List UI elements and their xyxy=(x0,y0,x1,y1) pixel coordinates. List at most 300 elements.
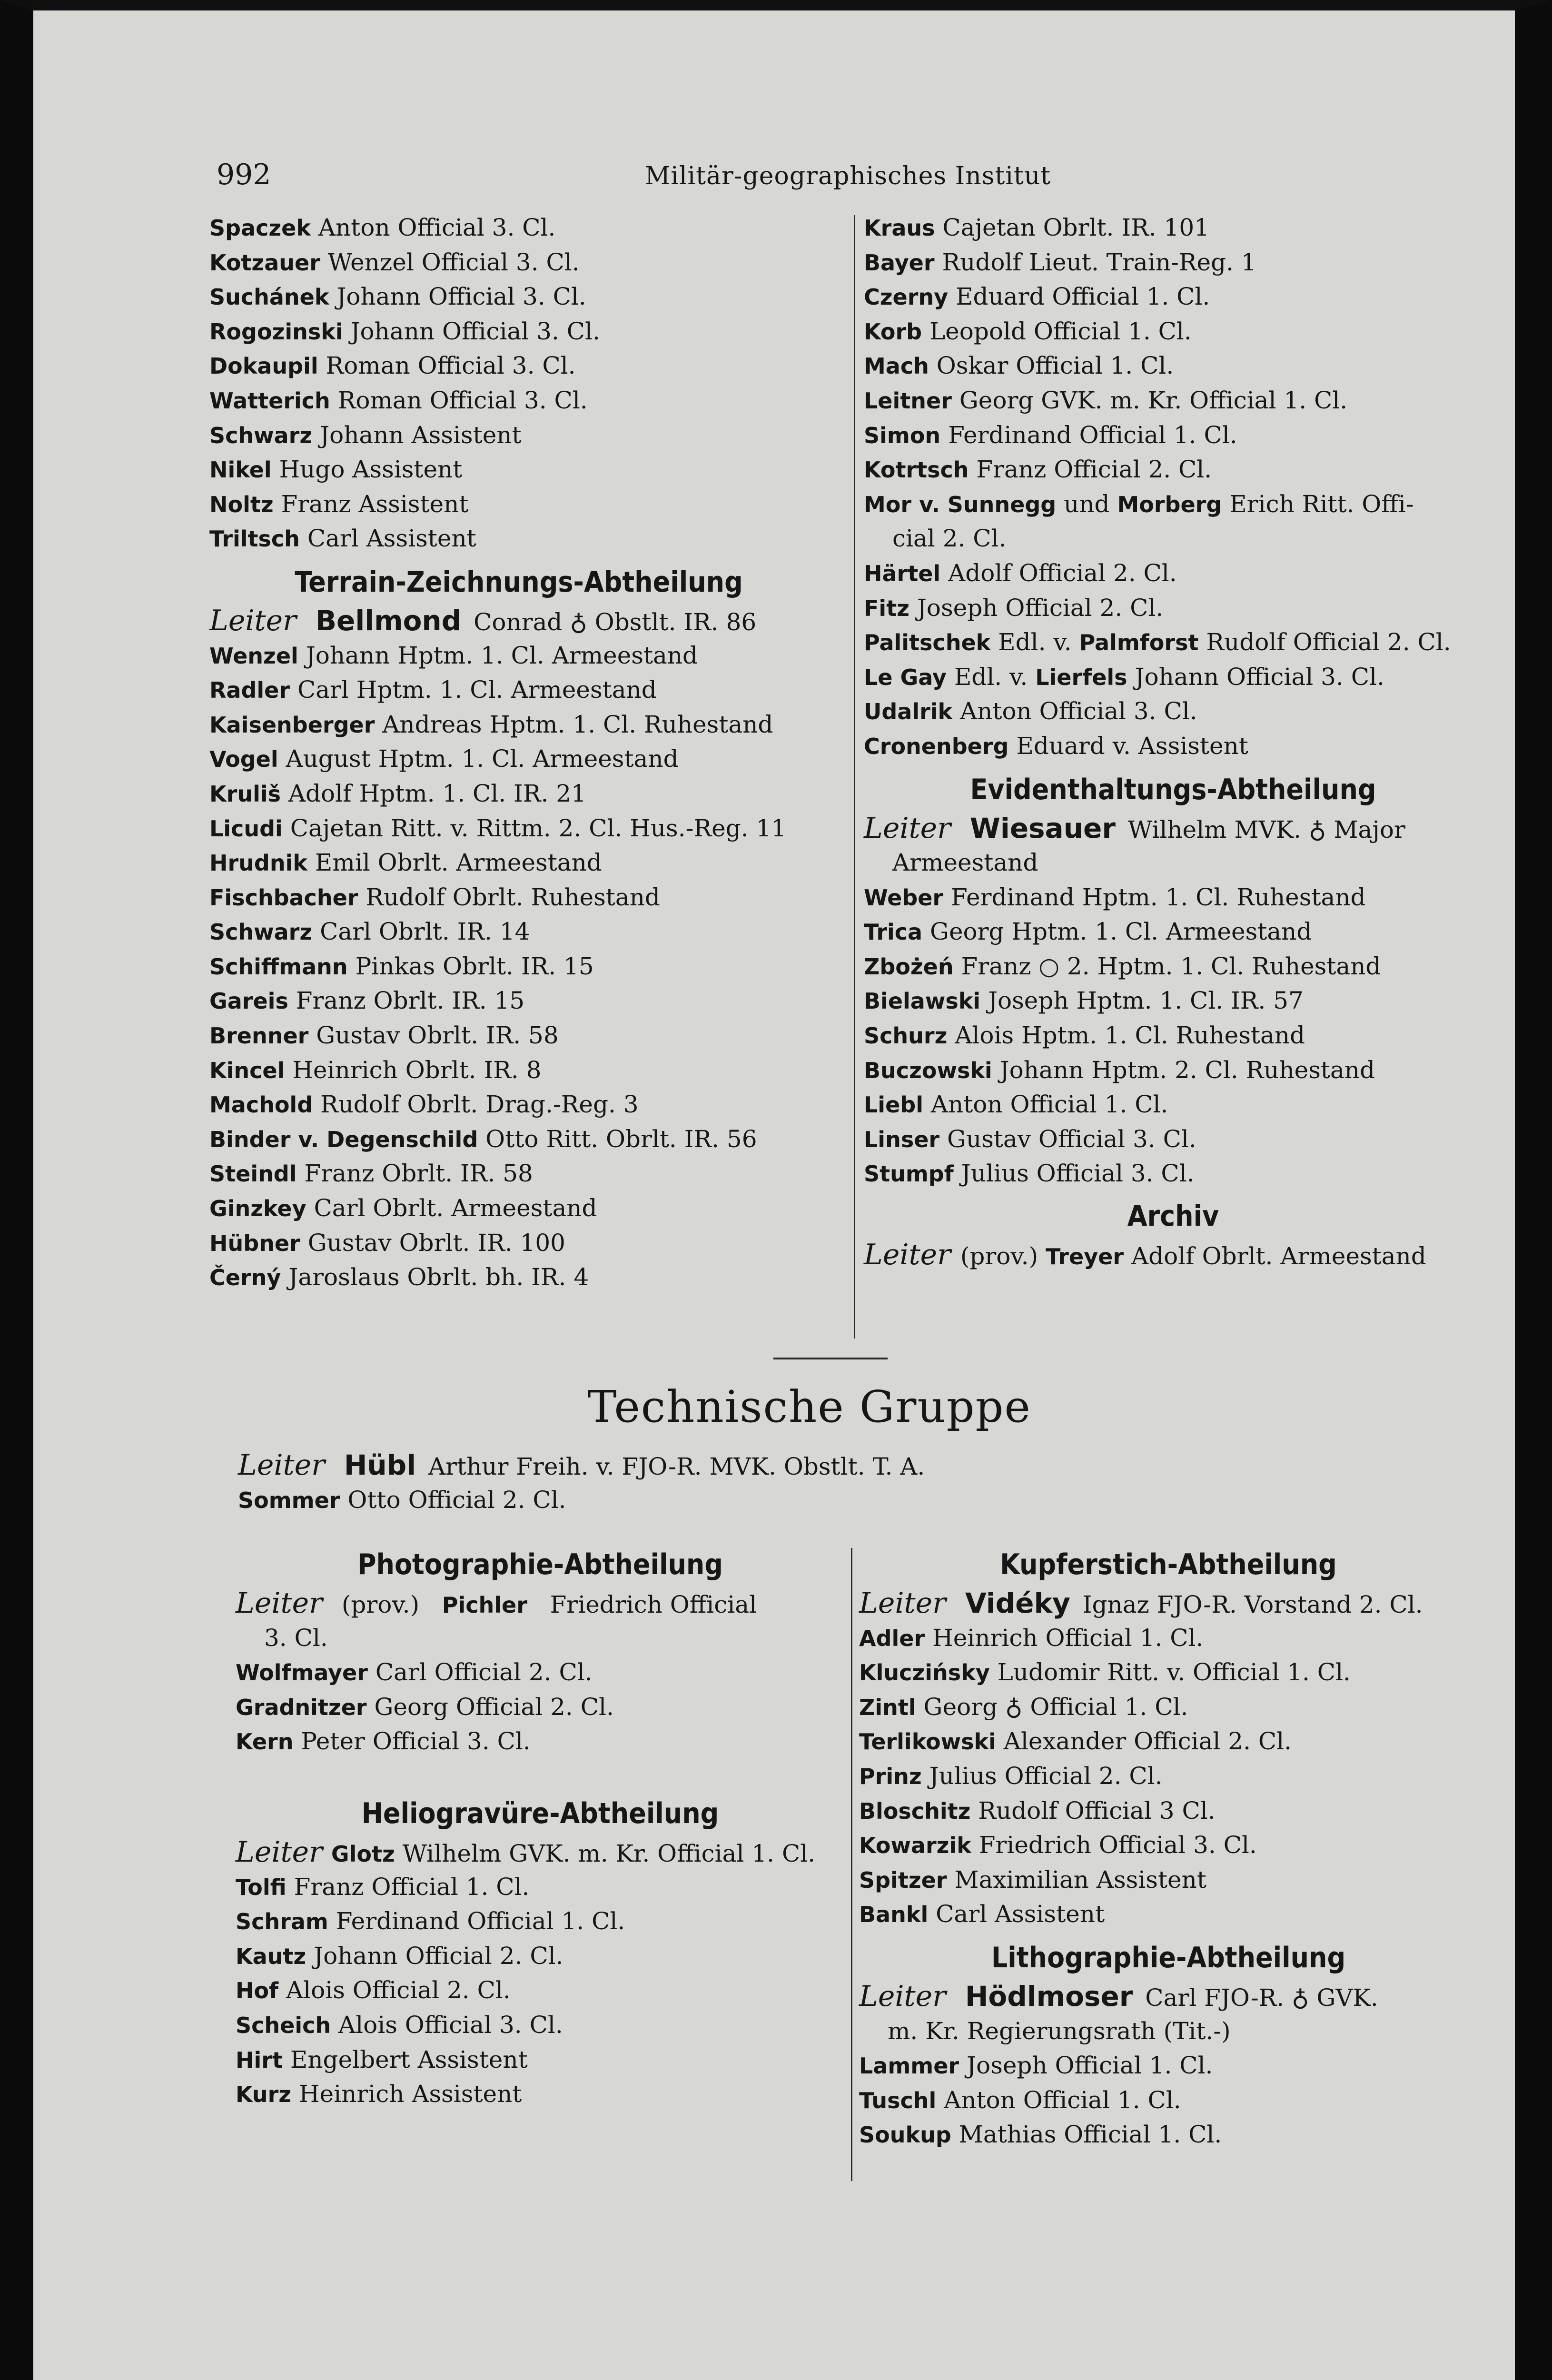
official-line xyxy=(864,694,1483,729)
details: Johann Official 3. Cl. xyxy=(350,317,600,345)
leiter-name: Hödlmoser xyxy=(965,1980,1133,2013)
details: Anton Official 3. Cl. xyxy=(318,214,556,241)
details: Alois Official 3. Cl. xyxy=(338,2011,563,2039)
details: Heinrich Official 1. Cl. xyxy=(932,1624,1204,1652)
details: Carl Assistent xyxy=(307,525,476,553)
surname: Suchánek xyxy=(209,284,329,310)
details: Anton Official 1. Cl. xyxy=(944,2086,1181,2114)
leiter-name: Vidéky xyxy=(965,1587,1070,1619)
details: Edl. v. xyxy=(954,663,1028,691)
technische-leiter-block xyxy=(238,1448,1475,1517)
details: Maximilian Assistent xyxy=(954,1865,1206,1894)
surname: Triltsch xyxy=(209,526,300,552)
official-line xyxy=(209,1191,828,1226)
official-line xyxy=(209,279,828,314)
page-number: 992 xyxy=(217,158,271,191)
leiter-name: Bellmond xyxy=(315,604,462,637)
details: Johann Hptm. 2. Cl. Ruhestand xyxy=(999,1056,1375,1084)
surname: Udalrik xyxy=(864,699,953,725)
surname: Kincel xyxy=(209,1057,285,1083)
details: Franz Obrlt. IR. 15 xyxy=(296,987,525,1015)
leiter-line-archiv xyxy=(864,1238,1483,1272)
right-column-top xyxy=(864,210,1483,1272)
details: Ferdinand Hptm. 1. Cl. Ruhestand xyxy=(951,883,1366,911)
surname: Bloschitz xyxy=(859,1798,971,1824)
details: Georg GVK. m. Kr. Official 1. Cl. xyxy=(959,386,1348,414)
surname: Kaisenberger xyxy=(209,712,375,738)
surname: Kowarzik xyxy=(859,1833,971,1859)
leiter-continuation: Armeestand xyxy=(892,849,1038,877)
details: Carl Official 2. Cl. xyxy=(375,1658,593,1686)
leiter-name: Wiesauer xyxy=(969,812,1116,844)
surname: Palmforst xyxy=(1079,630,1199,656)
official-line xyxy=(864,210,1483,245)
details: Anton Official 3. Cl. xyxy=(960,697,1197,725)
leiter-desc: Wilhelm GVK. m. Kr. Official 1. Cl. xyxy=(402,1839,816,1867)
official-line xyxy=(236,1870,845,1904)
surname: Spitzer xyxy=(859,1867,947,1893)
details: cial 2. Cl. xyxy=(892,525,1007,553)
official-list-kupferstich xyxy=(859,1621,1478,1932)
official-line xyxy=(209,418,828,453)
official-list-evidenz xyxy=(864,880,1483,1191)
leiter-desc: Carl FJO-R. ♁ GVK. xyxy=(1145,1983,1378,2012)
leiter-line-heliogravuere xyxy=(236,1835,845,1870)
surname: Kotzauer xyxy=(209,249,320,276)
surname: Schwarz xyxy=(209,919,313,945)
details: Carl Assistent xyxy=(936,1900,1105,1928)
official-line xyxy=(864,1053,1483,1088)
leiter-line-evidenz xyxy=(864,811,1483,846)
details: Engelbert Assistent xyxy=(290,2045,528,2073)
details: Adolf Official 2. Cl. xyxy=(948,559,1177,587)
surname: Dokaupil xyxy=(209,353,318,379)
details: Franz Official 1. Cl. xyxy=(294,1873,530,1901)
details: Heinrich Assistent xyxy=(298,2080,522,2108)
official-line xyxy=(859,1863,1478,1897)
official-line xyxy=(209,210,828,245)
surname: Wenzel xyxy=(209,643,298,669)
official-line xyxy=(209,245,828,280)
leiter-label: Leiter xyxy=(238,1448,325,1482)
surname: Linser xyxy=(864,1126,940,1152)
details: Roman Official 3. Cl. xyxy=(337,386,588,414)
details: Cajetan Obrlt. IR. 101 xyxy=(942,214,1209,241)
official-line xyxy=(236,1655,845,1690)
section-heading-evidenz: Evidenthaltungs-Abtheilung xyxy=(970,773,1376,806)
official-line xyxy=(864,348,1483,383)
surname: Zintl xyxy=(859,1694,916,1720)
surname: Noltz xyxy=(209,491,274,517)
official-line xyxy=(859,1794,1478,1828)
surname: Bielawski xyxy=(864,988,981,1014)
details: Eduard v. Assistent xyxy=(1016,732,1248,760)
leiter-label: Leiter xyxy=(859,1979,946,2013)
official-line xyxy=(864,729,1483,764)
details: Leopold Official 1. Cl. xyxy=(929,317,1192,345)
leiter-label: Leiter xyxy=(209,604,297,637)
surname: Lierfels xyxy=(1035,664,1127,690)
details: Eduard Official 1. Cl. xyxy=(956,283,1210,311)
official-line xyxy=(209,1260,828,1295)
official-line xyxy=(864,880,1483,915)
official-line xyxy=(864,1018,1483,1053)
details: Ludomir Ritt. v. Official 1. Cl. xyxy=(997,1658,1351,1686)
leiter-prov: (prov.) xyxy=(341,1591,420,1618)
leiter-label: Leiter xyxy=(236,1835,323,1869)
details: Friedrich Official 3. Cl. xyxy=(979,1831,1257,1859)
surname: Gradnitzer xyxy=(236,1694,367,1720)
details: Gustav Obrlt. IR. 100 xyxy=(307,1229,565,1257)
official-line xyxy=(859,1621,1478,1656)
details: Franz Assistent xyxy=(281,490,469,518)
official-line xyxy=(859,2083,1478,2118)
details: Andreas Hptm. 1. Cl. Ruhestand xyxy=(382,710,773,738)
details: Joseph Hptm. 1. Cl. IR. 57 xyxy=(988,987,1304,1015)
official-line xyxy=(864,487,1483,522)
leiter-desc: Arthur Freih. v. FJO-R. MVK. Obstlt. T. A. xyxy=(428,1453,925,1480)
official-line xyxy=(209,776,828,811)
details: Julius Official 3. Cl. xyxy=(961,1160,1195,1188)
details: Johann Official 3. Cl. xyxy=(1135,663,1384,691)
details: Oskar Official 1. Cl. xyxy=(936,352,1174,380)
official-line xyxy=(209,914,828,949)
official-line xyxy=(238,1483,1475,1517)
details: Rudolf Lieut. Train-Reg. 1 xyxy=(942,248,1256,276)
surname: Terlikowski xyxy=(859,1729,996,1755)
leiter-line-terrain xyxy=(209,604,828,638)
details: Ferdinand Official 1. Cl. xyxy=(336,1907,625,1935)
official-line xyxy=(236,1939,845,1973)
details: Julius Official 2. Cl. xyxy=(929,1762,1163,1790)
details: Johann Official 2. Cl. xyxy=(314,1942,563,1970)
surname: Machold xyxy=(209,1092,313,1118)
official-list-terrain xyxy=(209,638,828,1295)
surname: Prinz xyxy=(859,1763,922,1789)
official-line xyxy=(859,2117,1478,2152)
leiter-line-photographie xyxy=(236,1586,845,1621)
official-line xyxy=(864,245,1483,280)
details: Franz ○ 2. Hptm. 1. Cl. Ruhestand xyxy=(961,952,1381,980)
surname: Hübner xyxy=(209,1230,300,1256)
surname: Hof xyxy=(236,1978,279,2004)
details: Gustav Obrlt. IR. 58 xyxy=(316,1021,559,1050)
official-line xyxy=(864,1156,1483,1191)
official-list-lithographie xyxy=(859,2048,1478,2152)
official-line xyxy=(864,591,1483,625)
surname: Schram xyxy=(236,1909,328,1935)
section-heading-terrain: Terrain-Zeichnungs-Abtheilung xyxy=(295,565,743,599)
surname: Cronenberg xyxy=(864,733,1009,759)
surname: Nikel xyxy=(209,457,272,483)
official-line xyxy=(209,314,828,349)
details: Alois Hptm. 1. Cl. Ruhestand xyxy=(955,1021,1305,1050)
leiter-line-kupferstich xyxy=(859,1586,1478,1621)
details: Cajetan Ritt. v. Rittm. 2. Cl. Hus.-Reg. 11 xyxy=(290,814,787,842)
details: Johann Hptm. 1. Cl. Armeestand xyxy=(306,641,698,669)
official-line xyxy=(236,2008,845,2043)
details: Carl Obrlt. Armeestand xyxy=(314,1194,597,1222)
official-line xyxy=(209,1018,828,1053)
official-line xyxy=(209,383,828,418)
surname: Schiffmann xyxy=(209,953,348,980)
surname: Morberg xyxy=(1117,491,1222,517)
details: Pinkas Obrlt. IR. 15 xyxy=(355,952,594,980)
official-line xyxy=(209,1226,828,1260)
surname: Tolfi xyxy=(236,1874,287,1900)
surname: Schurz xyxy=(864,1023,948,1049)
details: Otto Official 2. Cl. xyxy=(347,1486,566,1514)
leiter-continuation: 3. Cl. xyxy=(264,1624,328,1652)
surname: Radler xyxy=(209,677,290,704)
leiter-name: Treyer xyxy=(1045,1244,1124,1270)
details: und xyxy=(1064,490,1110,518)
leiter-line-lithographie xyxy=(859,1979,1478,2014)
leiter-label: Leiter xyxy=(864,811,951,845)
surname: Soukup xyxy=(859,2122,951,2148)
official-line xyxy=(864,418,1483,453)
leiter-desc: Ignaz FJO-R. Vorstand 2. Cl. xyxy=(1082,1591,1423,1618)
official-line xyxy=(864,914,1483,949)
leiter-desc: Wilhelm MVK. ♁ Major xyxy=(1127,815,1405,843)
official-line xyxy=(236,1690,845,1725)
official-line xyxy=(859,1690,1478,1725)
surname: Zbożeń xyxy=(864,953,954,980)
official-line xyxy=(209,673,828,707)
section-rule xyxy=(773,1358,888,1359)
surname: Sommer xyxy=(238,1487,340,1513)
section-heading-heliogravuere: Heliogravüre-Abtheilung xyxy=(361,1796,719,1830)
surname: Binder v. Degenschild xyxy=(209,1126,478,1152)
leiter-label: Leiter xyxy=(859,1587,946,1620)
official-line xyxy=(209,707,828,742)
leiter-line-technische xyxy=(238,1448,1475,1483)
surname: Kraus xyxy=(864,215,935,241)
official-line xyxy=(209,845,828,880)
official-line xyxy=(864,1122,1483,1157)
details: Mathias Official 1. Cl. xyxy=(959,2121,1222,2149)
surname: Weber xyxy=(864,884,944,911)
official-line xyxy=(209,487,828,522)
official-line xyxy=(236,1724,845,1759)
official-line xyxy=(209,638,828,673)
leiter-label: Leiter xyxy=(864,1238,951,1272)
section-heading-lithographie: Lithographie-Abtheilung xyxy=(991,1941,1346,1974)
left-column-top xyxy=(209,210,828,1295)
details: Wenzel Official 3. Cl. xyxy=(327,248,580,276)
official-line xyxy=(864,949,1483,984)
details: Gustav Official 3. Cl. xyxy=(947,1125,1196,1153)
details: Hugo Assistent xyxy=(279,456,463,484)
official-line xyxy=(859,1897,1478,1932)
official-line xyxy=(209,949,828,984)
official-line xyxy=(209,1156,828,1191)
surname: Wolfmayer xyxy=(236,1660,368,1686)
surname: Bayer xyxy=(864,249,935,276)
left-column-bottom xyxy=(236,1543,845,2112)
official-line xyxy=(859,1655,1478,1690)
details: Erich Ritt. Offi- xyxy=(1229,490,1414,518)
details: August Hptm. 1. Cl. Armeestand xyxy=(286,745,679,773)
leiter-label: Leiter xyxy=(236,1587,323,1620)
official-line xyxy=(209,983,828,1018)
surname: Stumpf xyxy=(864,1161,954,1187)
running-title: Militär-geographisches Institut xyxy=(645,162,1051,190)
official-line xyxy=(209,452,828,487)
details: Alois Official 2. Cl. xyxy=(286,1976,511,2004)
official-line xyxy=(209,521,828,556)
details: Rudolf Official 3 Cl. xyxy=(978,1796,1216,1825)
surname: Kluczińsky xyxy=(859,1660,990,1686)
group-title-technische: Technische Gruppe xyxy=(587,1381,1031,1432)
details: Johann Assistent xyxy=(320,421,522,449)
surname: Gareis xyxy=(209,988,288,1014)
surname: Spaczek xyxy=(209,215,311,241)
surname: Kruliš xyxy=(209,781,281,807)
details: Rudolf Obrlt. Drag.-Reg. 3 xyxy=(320,1091,639,1119)
details: Carl Hptm. 1. Cl. Armeestand xyxy=(297,676,657,704)
leiter-continuation: m. Kr. Regierungsrath (Tit.-) xyxy=(888,2017,1231,2045)
official-line xyxy=(859,1828,1478,1863)
leiter-desc: Friedrich Official xyxy=(550,1591,757,1618)
details: Peter Official 3. Cl. xyxy=(301,1727,531,1755)
surname: Ginzkey xyxy=(209,1196,306,1222)
column-divider-bottom xyxy=(851,1548,852,2181)
details: Jaroslaus Obrlt. bh. IR. 4 xyxy=(288,1263,589,1291)
official-line xyxy=(209,1053,828,1088)
surname: Brenner xyxy=(209,1023,309,1049)
leiter-prov: (prov.) xyxy=(960,1242,1038,1270)
details: Franz Obrlt. IR. 58 xyxy=(304,1160,533,1188)
details: Heinrich Obrlt. IR. 8 xyxy=(292,1056,542,1084)
details: Johann Official 3. Cl. xyxy=(336,283,586,311)
surname: Korb xyxy=(864,318,922,345)
surname: Fitz xyxy=(864,595,909,621)
section-heading-kupferstich: Kupferstich-Abtheilung xyxy=(1000,1548,1337,1581)
surname: Trica xyxy=(864,919,923,945)
official-line xyxy=(209,1087,828,1122)
surname: Lammer xyxy=(859,2053,959,2079)
surname: Fischbacher xyxy=(209,884,358,911)
official-line xyxy=(864,279,1483,314)
surname: Simon xyxy=(864,422,941,448)
surname: Kern xyxy=(236,1729,294,1755)
details: Franz Official 2. Cl. xyxy=(976,456,1212,484)
surname: Adler xyxy=(859,1625,925,1651)
right-column-bottom xyxy=(859,1543,1478,2152)
details: Edl. v. xyxy=(998,628,1072,656)
surname: Czerny xyxy=(864,284,949,310)
official-line xyxy=(864,1087,1483,1122)
official-line xyxy=(864,983,1483,1018)
official-list-top-right xyxy=(864,210,1483,764)
official-line xyxy=(209,742,828,776)
surname: Hirt xyxy=(236,2047,283,2073)
official-line xyxy=(864,452,1483,487)
surname: Tuschl xyxy=(859,2087,937,2113)
official-line xyxy=(864,314,1483,349)
surname: Černý xyxy=(209,1265,281,1291)
surname: Palitschek xyxy=(864,630,991,656)
surname: Watterich xyxy=(209,387,330,414)
official-line xyxy=(209,811,828,846)
surname: Liebl xyxy=(864,1092,923,1118)
leiter-name: Pichler xyxy=(442,1592,527,1618)
leiter-desc: Adolf Obrlt. Armeestand xyxy=(1131,1242,1426,1270)
official-list-photographie xyxy=(236,1655,845,1759)
surname: Licudi xyxy=(209,815,283,842)
details: Roman Official 3. Cl. xyxy=(326,352,576,380)
details: Rudolf Official 2. Cl. xyxy=(1206,628,1451,656)
official-line xyxy=(209,880,828,915)
column-divider-top xyxy=(854,215,855,1339)
details: Joseph Official 2. Cl. xyxy=(917,594,1164,622)
official-line xyxy=(236,2077,845,2112)
official-line xyxy=(859,2048,1478,2083)
official-line xyxy=(236,1904,845,1939)
details: Alexander Official 2. Cl. xyxy=(1003,1727,1292,1755)
leiter-desc: Conrad ♁ Obstlt. IR. 86 xyxy=(474,608,757,636)
surname: Bankl xyxy=(859,1902,929,1928)
official-line xyxy=(864,556,1483,591)
surname: Mor v. Sunnegg xyxy=(864,491,1057,517)
surname: Steindl xyxy=(209,1161,297,1187)
surname: Kautz xyxy=(236,1943,306,1969)
surname: Leitner xyxy=(864,387,952,414)
official-line xyxy=(236,1973,845,2008)
surname: Härtel xyxy=(864,560,941,586)
surname: Vogel xyxy=(209,746,278,773)
surname: Hrudnik xyxy=(209,850,307,876)
details: Ferdinand Official 1. Cl. xyxy=(948,421,1237,449)
running-header xyxy=(217,158,1397,196)
official-line xyxy=(864,383,1483,418)
surname: Le Gay xyxy=(864,664,947,690)
details: Georg ♁ Official 1. Cl. xyxy=(923,1693,1188,1721)
surname: Scheich xyxy=(236,2012,331,2038)
official-line xyxy=(864,521,1483,556)
details: Joseph Official 1. Cl. xyxy=(967,2052,1213,2080)
surname: Rogozinski xyxy=(209,318,343,345)
official-line xyxy=(864,660,1483,694)
surname: Kotrtsch xyxy=(864,457,969,483)
official-line xyxy=(236,2043,845,2077)
official-list-heliogravuere xyxy=(236,1870,845,2112)
details: Adolf Hptm. 1. Cl. IR. 21 xyxy=(288,779,586,807)
details: Georg Official 2. Cl. xyxy=(374,1693,614,1721)
leiter-name: Hübl xyxy=(344,1449,416,1481)
surname: Schwarz xyxy=(209,422,313,448)
details: Georg Hptm. 1. Cl. Armeestand xyxy=(930,918,1312,946)
official-line xyxy=(859,1759,1478,1794)
official-list-top-left xyxy=(209,210,828,556)
details: Otto Ritt. Obrlt. IR. 56 xyxy=(485,1125,757,1153)
surname: Mach xyxy=(864,353,929,379)
official-line xyxy=(864,625,1483,660)
details: Emil Obrlt. Armeestand xyxy=(315,849,602,877)
official-line xyxy=(209,1122,828,1157)
official-line xyxy=(209,348,828,383)
surname: Kurz xyxy=(236,2082,292,2108)
surname: Buczowski xyxy=(864,1057,992,1083)
official-line xyxy=(859,1724,1478,1759)
details: Rudolf Obrlt. Ruhestand xyxy=(366,883,660,911)
section-heading-archiv: Archiv xyxy=(1127,1200,1219,1233)
section-heading-photographie: Photographie-Abtheilung xyxy=(357,1548,723,1581)
details: Anton Official 1. Cl. xyxy=(930,1091,1168,1119)
details: Carl Obrlt. IR. 14 xyxy=(320,918,530,946)
leiter-name: Glotz xyxy=(331,1841,395,1867)
